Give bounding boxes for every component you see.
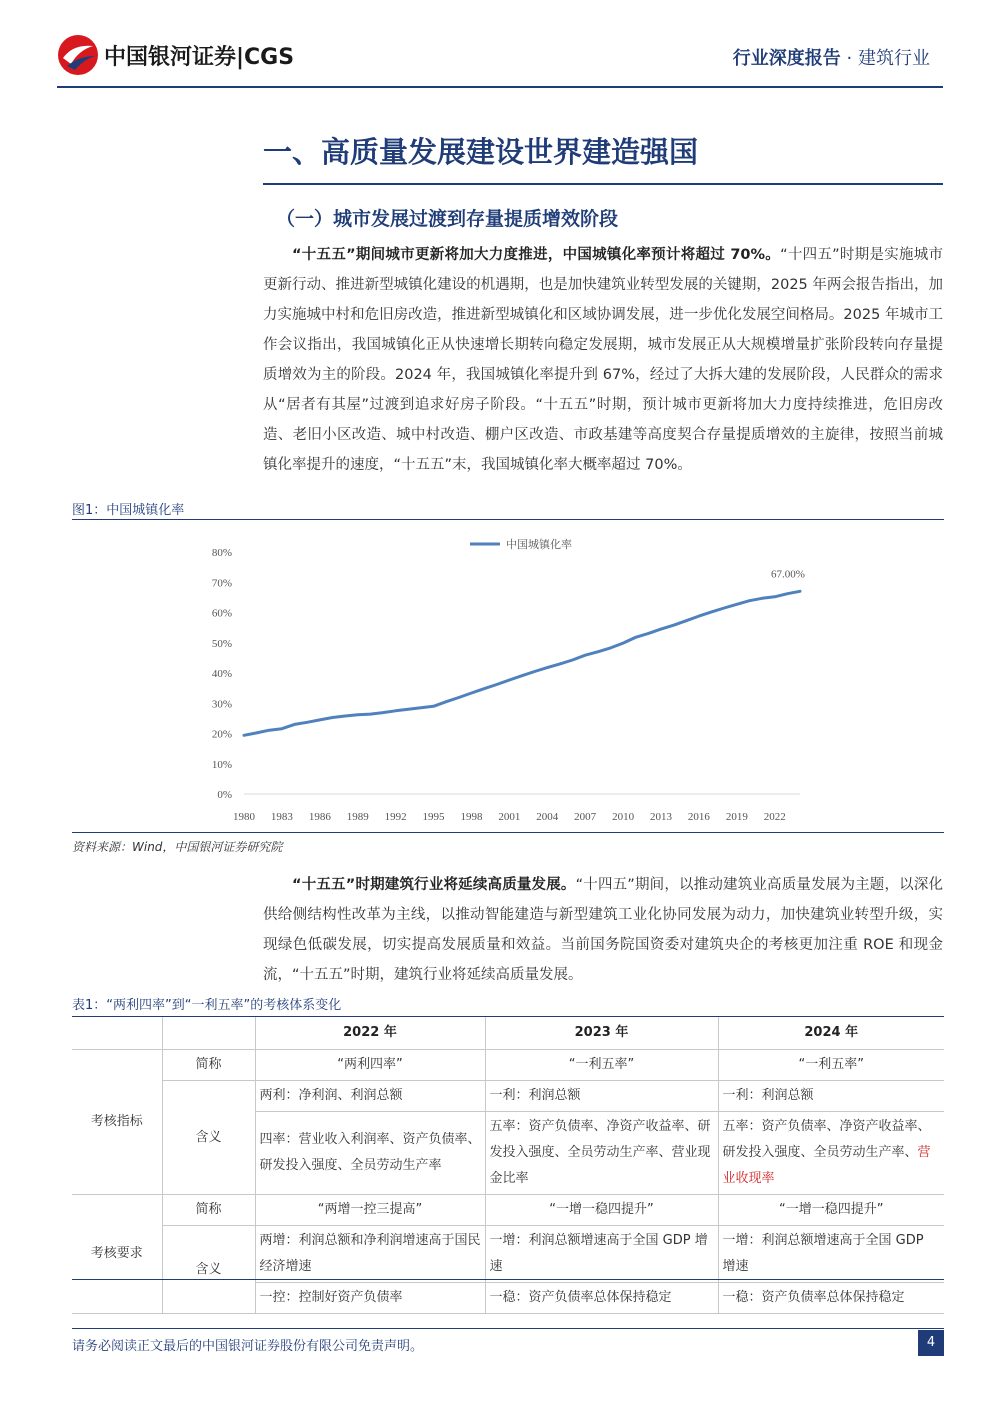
section-title: 一、高质量发展建设世界建造强国 <box>263 135 699 169</box>
table-cell: 五率：资产负债率、净资产收益率、研发投入强度、全员劳动生产率、营业现金比率 <box>485 1112 718 1195</box>
x-tick-label: 2004 <box>536 811 559 823</box>
table-corner <box>72 1017 162 1050</box>
page-header <box>0 0 992 92</box>
table-cell <box>718 1112 944 1195</box>
x-tick-label: 1989 <box>346 811 369 823</box>
table-cell: “两增一控三提高” <box>255 1195 485 1226</box>
table-header-row <box>72 1017 944 1050</box>
cell-text: 五率：资产负债率、净资产收益率、研发投入强度、全员劳动生产率、 <box>722 1119 931 1160</box>
section-divider <box>263 183 943 185</box>
table-row <box>72 1081 944 1112</box>
year-header: 2023 年 <box>485 1017 718 1050</box>
table-cell: “一利五率” <box>718 1050 944 1081</box>
row-label: 含义 <box>162 1226 255 1314</box>
table-cell: “一增一稳四提升” <box>485 1195 718 1226</box>
year-header: 2022 年 <box>255 1017 485 1050</box>
paragraph-lead: “十五五”期间城市更新将加大力度推进，中国城镇化率预计将超过 70%。 <box>292 247 781 263</box>
table-caption: 表1：“两利四率”到“一利五率”的考核体系变化 <box>72 998 342 1013</box>
table-cell: 一稳：资产负债率总体保持稳定 <box>718 1283 944 1314</box>
table-cell: “一增一稳四提升” <box>718 1195 944 1226</box>
header-separator: · <box>846 48 853 69</box>
table-row <box>72 1226 944 1283</box>
y-tick-label: 0% <box>217 789 232 801</box>
x-tick-label: 1995 <box>422 811 445 823</box>
x-tick-label: 1980 <box>233 811 255 823</box>
figure-bottom-rule <box>72 832 944 833</box>
row-label: 含义 <box>162 1081 255 1195</box>
paragraph-lead: “十五五”时期建筑行业将延续高质量发展。 <box>292 877 576 893</box>
table-cell: 一增：利润总额增速高于全国 GDP 增速 <box>485 1226 718 1283</box>
table-corner <box>162 1017 255 1050</box>
year-header: 2024 年 <box>718 1017 944 1050</box>
x-tick-label: 2013 <box>650 811 672 823</box>
paragraph-body: “十四五”期间，以推动建筑业高质量发展为主题，以深化供给侧结构性改革为主线，以推动智能建造与新型建筑工业化协同发展为动力，加快建筑业转型升级，实现绿色低碳发展，切实提高发展质量和效益。当前国务院国资委对建筑央企的考核更加注重 ROE 和现金流，“十五五”时期，建筑行业将延续高质量发展。 <box>263 877 943 983</box>
x-tick-label: 2022 <box>763 811 786 823</box>
y-tick-label: 10% <box>211 758 232 771</box>
y-tick-label: 40% <box>211 668 232 680</box>
urbanization-line-chart <box>72 522 944 832</box>
x-tick-label: 2019 <box>725 811 748 823</box>
paragraph-body: “十四五”时期是实施城市更新行动、推进新型城镇化建设的机遇期，也是加快建筑业转型发展的关键期，2025 年两会报告指出，加力实施城中村和危旧房改造，推进新型城镇化和区域协调发展，进一步优化发展空间格局。2025 年城市工作会议指出，我国城镇化正从快速增长期转向稳定发展期，城市发展正从大规模增量扩张阶段转向存量提质增效为主的阶段。2024 年，我国城镇化率提升到 67%，经过了大拆大建的发展阶段，人民群众的需求从“居者有其屋”过渡到追求好房子阶段。“十五五”时期，预计城市更新将加大力度持续推进，危旧房改造、老旧小区改造、城中村改造、棚户区改造、市政基建等高度契合存量提质增效的主旋律，按照当前城镇化率提升的速度，“十五五”末，我国城镇化率大概率超过 70%。 <box>263 247 943 473</box>
figure-top-rule <box>72 519 944 520</box>
industry-label: 建筑行业 <box>858 48 930 69</box>
figure-caption: 图1：中国城镇化率 <box>72 503 185 518</box>
paragraph-construction <box>263 870 943 990</box>
footer-divider <box>72 1328 944 1329</box>
x-tick-label: 2010 <box>612 811 635 823</box>
y-tick-label: 60% <box>211 607 232 620</box>
group-label: 考核要求 <box>72 1195 162 1314</box>
row-label: 简称 <box>162 1050 255 1081</box>
y-tick-label: 80% <box>211 547 232 559</box>
legend-label: 中国城镇化率 <box>506 538 572 551</box>
page-number: 4 <box>918 1330 944 1356</box>
table-bottom-rule <box>72 1279 944 1280</box>
highlight-text: 营业收现率 <box>722 1145 931 1186</box>
table-cell: 一利：利润总额 <box>718 1081 944 1112</box>
table-cell: 一稳：资产负债率总体保持稳定 <box>485 1283 718 1314</box>
table-cell: 一利：利润总额 <box>485 1081 718 1112</box>
brand-name: 中国银河证券|CGS <box>104 45 295 70</box>
y-tick-label: 50% <box>211 637 232 650</box>
y-tick-label: 30% <box>211 698 232 711</box>
y-tick-label: 20% <box>211 728 232 741</box>
x-tick-label: 2001 <box>498 811 521 823</box>
table-cell: “两利四率” <box>255 1050 485 1081</box>
figure-source: 资料来源：Wind，中国银河证券研究院 <box>72 840 283 854</box>
group-label: 考核指标 <box>72 1050 162 1195</box>
header-divider <box>57 86 943 88</box>
paragraph-urbanization <box>263 240 943 480</box>
table-row <box>72 1195 944 1226</box>
cgs-logo-icon <box>57 34 99 76</box>
table-cell: 四率：营业收入利润率、资产负债率、研发投入强度、全员劳动生产率 <box>255 1112 485 1195</box>
report-type <box>733 44 930 70</box>
x-tick-label: 1992 <box>384 811 407 823</box>
series-line <box>244 591 800 735</box>
table-cell: 一增：利润总额增速高于全国 GDP 增速 <box>718 1226 944 1283</box>
x-tick-label: 2007 <box>574 811 597 823</box>
table-row <box>72 1050 944 1081</box>
y-tick-label: 70% <box>211 577 232 590</box>
end-data-label: 67.00% <box>771 568 805 581</box>
table-cell: 一控：控制好资产负债率 <box>255 1283 485 1314</box>
table-cell: 两利：净利润、利润总额 <box>255 1081 485 1112</box>
x-tick-label: 2016 <box>687 811 710 823</box>
table-cell: “一利五率” <box>485 1050 718 1081</box>
footer-disclaimer: 请务必阅读正文最后的中国银河证券股份有限公司免责声明。 <box>72 1339 424 1354</box>
assessment-table <box>72 1017 944 1314</box>
subsection-title: （一）城市发展过渡到存量提质增效阶段 <box>276 208 619 230</box>
x-tick-label: 1983 <box>270 811 293 823</box>
report-type-label: 行业深度报告 <box>732 48 841 69</box>
row-label: 简称 <box>162 1195 255 1226</box>
x-tick-label: 1998 <box>460 811 483 823</box>
x-tick-label: 1986 <box>308 811 331 823</box>
table-cell: 两增：利润总额和净利润增速高于国民经济增速 <box>255 1226 485 1283</box>
